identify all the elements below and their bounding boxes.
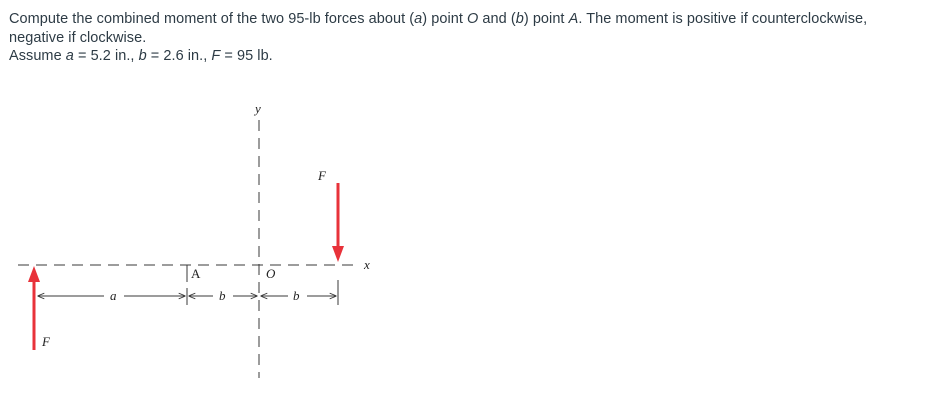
problem-line-1: Compute the combined moment of the two 95-lb forces about (a) point O and (b) point A. The moment is positive if counterclockwise, [9,11,868,27]
dim-a-label: a [110,288,117,303]
force-bottom-label: F [42,334,50,349]
force-top-arrow-head [332,246,344,262]
problem-line-2: negative if clockwise. [9,29,147,46]
force-top-label: F [318,168,326,183]
point-o-label: O [266,266,276,281]
dim-b-right-label: b [293,288,300,303]
y-axis-label: y [255,101,261,116]
x-axis-label: x [364,257,370,272]
assumptions-line: Assume a = 5.2 in., b = 2.6 in., F = 95 lb. [9,48,273,64]
force-bottom-arrow-head [28,266,40,282]
point-a-label: A [191,266,201,281]
dim-b-left-label: b [219,288,226,303]
